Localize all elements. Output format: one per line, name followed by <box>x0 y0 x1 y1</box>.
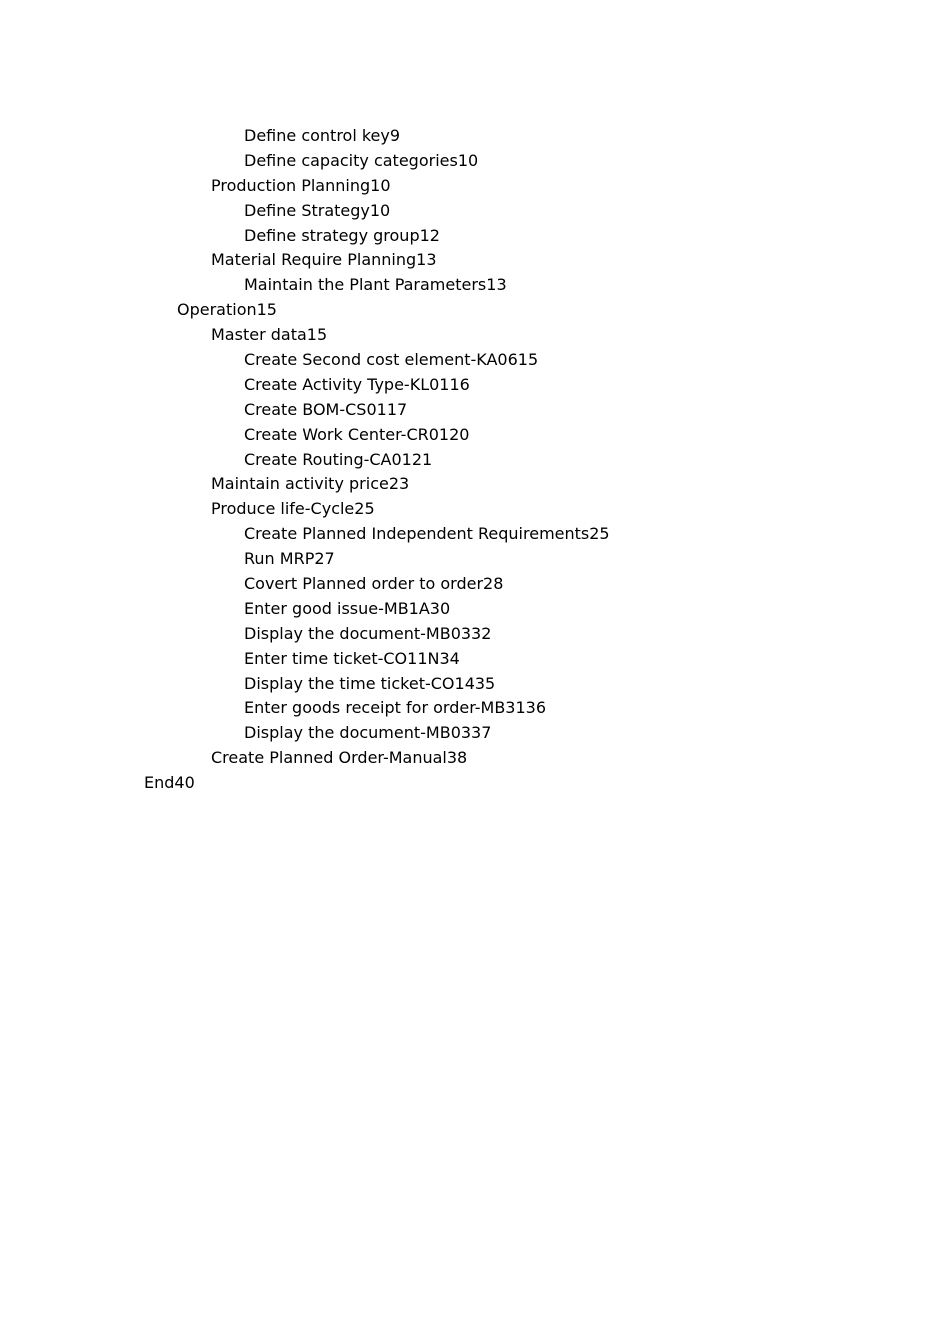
toc-entry-title: Material Require Planning <box>211 250 417 270</box>
toc-entry[interactable] <box>0 398 950 423</box>
toc-entry-page: 23 <box>388 474 410 494</box>
toc-entry-title: Create Activity Type-KL01 <box>244 374 450 394</box>
toc-entry-title: Master data <box>211 325 307 345</box>
toc-entry-page: 40 <box>174 773 195 793</box>
toc-entry-page: 10 <box>370 175 391 195</box>
toc-entry[interactable] <box>0 647 950 672</box>
toc-entry[interactable] <box>0 572 950 597</box>
toc-entry[interactable] <box>0 497 950 522</box>
toc-entry-page: 10 <box>457 150 479 170</box>
toc-entry[interactable] <box>0 348 950 373</box>
toc-entry-page: 25 <box>354 499 375 519</box>
toc-entry-page: 37 <box>471 723 492 743</box>
toc-entry[interactable] <box>0 696 950 721</box>
toc-entry-title: Maintain the Plant Parameters <box>244 275 487 295</box>
toc-entry-page: 25 <box>589 524 610 544</box>
toc-entry-title: Production Planning <box>211 175 371 195</box>
toc-entry-title: Create Work Center-CR01 <box>244 424 450 444</box>
toc-entry-title: Create Second cost element-KA06 <box>244 350 518 370</box>
toc-entry-title: Display the document-MB03 <box>244 723 472 743</box>
toc-entry[interactable] <box>0 448 950 473</box>
toc-entry-page: 32 <box>471 623 492 643</box>
toc-entry-page: 17 <box>386 399 408 419</box>
toc-entry-page: 13 <box>416 250 437 270</box>
toc-entry[interactable] <box>0 149 950 174</box>
toc-entry-page: 34 <box>439 648 460 668</box>
toc-entry-page: 21 <box>411 449 433 469</box>
toc-entry-title: Display the document-MB03 <box>244 623 472 643</box>
toc-entry-title: Display the time ticket-CO14 <box>244 673 475 693</box>
toc-entry[interactable] <box>0 199 950 224</box>
toc-entry[interactable] <box>0 547 950 572</box>
toc-entry[interactable] <box>0 597 950 622</box>
toc-entry[interactable] <box>0 298 950 323</box>
toc-entry[interactable] <box>0 771 950 796</box>
toc-entry[interactable] <box>0 622 950 647</box>
toc-entry-title: Define capacity categories <box>244 150 458 170</box>
toc-entry-page: 30 <box>429 598 451 618</box>
toc-entry[interactable] <box>0 522 950 547</box>
toc-entry-title: Run MRP <box>244 549 315 569</box>
toc-entry-title: Create Routing-CA01 <box>244 449 412 469</box>
toc-entry-page: 10 <box>369 200 391 220</box>
table-of-contents <box>0 124 950 796</box>
toc-entry[interactable] <box>0 746 950 771</box>
toc-entry[interactable] <box>0 472 950 497</box>
toc-entry-title: Enter goods receipt for order-MB31 <box>244 698 526 718</box>
toc-entry-title: Define strategy group <box>244 225 420 245</box>
toc-entry-title: Operation <box>177 300 257 320</box>
toc-entry-page: 9 <box>389 126 401 145</box>
toc-entry-page: 38 <box>446 748 468 768</box>
toc-entry[interactable] <box>0 721 950 746</box>
toc-entry-title: Define Strategy <box>244 200 370 220</box>
toc-entry[interactable] <box>0 423 950 448</box>
toc-entry-title: Create BOM-CS01 <box>244 399 387 419</box>
toc-entry[interactable] <box>0 174 950 199</box>
toc-entry-title: End <box>144 773 175 793</box>
toc-entry[interactable] <box>0 323 950 348</box>
toc-entry-title: Covert Planned order to order <box>244 574 484 594</box>
toc-entry[interactable] <box>0 224 950 249</box>
toc-entry-title: Enter good issue-MB1A <box>244 598 430 618</box>
toc-entry-title: Create Planned Order-Manual <box>211 748 447 768</box>
toc-entry-page: 27 <box>314 549 335 569</box>
toc-entry-title: Create Planned Independent Requirements <box>244 524 590 544</box>
toc-entry-title: Produce life-Cycle <box>211 499 355 519</box>
toc-entry-title: Define control key <box>244 126 390 145</box>
toc-entry-page: 36 <box>525 698 547 718</box>
toc-entry-page: 15 <box>517 350 539 370</box>
toc-entry-title: Enter time ticket-CO11N <box>244 648 440 668</box>
toc-entry-page: 20 <box>449 424 470 444</box>
toc-entry[interactable] <box>0 373 950 398</box>
toc-entry-page: 35 <box>474 673 496 693</box>
toc-entry[interactable] <box>0 124 950 149</box>
toc-entry-page: 15 <box>306 325 328 345</box>
toc-entry[interactable] <box>0 273 950 298</box>
toc-entry[interactable] <box>0 248 950 273</box>
toc-entry[interactable] <box>0 672 950 697</box>
toc-entry-page: 13 <box>486 275 507 295</box>
toc-entry-title: Maintain activity price <box>211 474 389 494</box>
toc-entry-page: 16 <box>449 374 470 394</box>
toc-entry-page: 28 <box>483 574 504 594</box>
toc-entry-page: 15 <box>256 300 277 320</box>
toc-entry-page: 12 <box>419 225 440 245</box>
